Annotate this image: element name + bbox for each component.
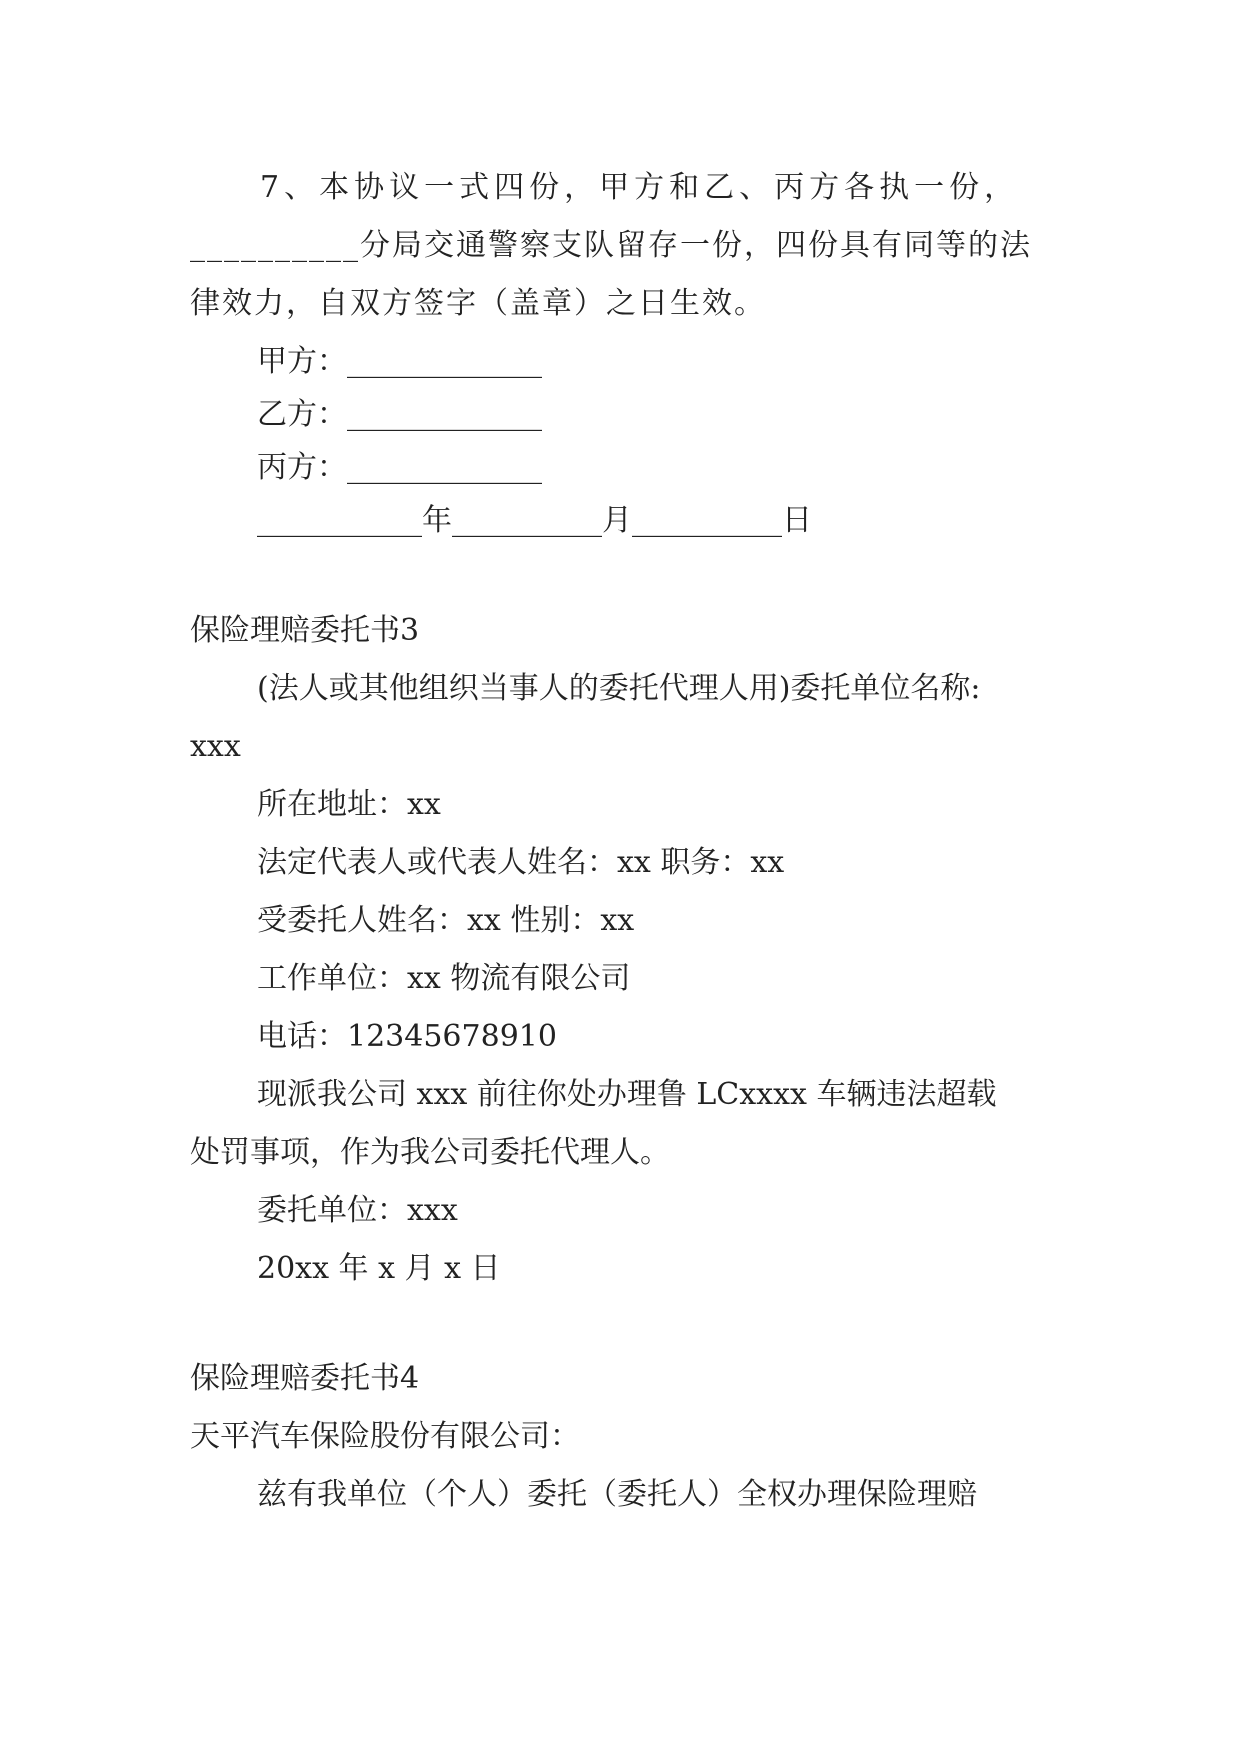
- party-b-signature-line: 乙方：_____________: [257, 397, 542, 432]
- doc4-title: 保险理赔委托书4: [190, 1361, 420, 1396]
- doc3-date: 20xx 年 x 月 x 日: [257, 1251, 501, 1286]
- doc3-title: 保险理赔委托书3: [190, 613, 420, 648]
- party-a-signature-line: 甲方：_____________: [257, 344, 542, 379]
- doc3-entrusting-unit: 委托单位：xxx: [257, 1193, 458, 1228]
- doc3-legal-rep: 法定代表人或代表人姓名：xx 职务：xx: [257, 845, 785, 880]
- doc3-workplace: 工作单位：xx 物流有限公司: [257, 961, 631, 996]
- clause7-line2: __________分局交通警察支队留存一份，四份具有同等的法: [190, 228, 1032, 263]
- clause7-line1: 7、本协议一式四份，甲方和乙、丙方各执一份，: [260, 170, 1020, 205]
- doc4-body-line1: 兹有我单位（个人）委托（委托人）全权办理保险理赔: [257, 1477, 977, 1512]
- doc3-intro-line2: xxx: [190, 729, 241, 764]
- doc3-intro-line1: (法人或其他组织当事人的委托代理人用)委托单位名称:: [257, 671, 981, 706]
- doc3-body-line1: 现派我公司 xxx 前往你处办理鲁 LCxxxx 车辆违法超载: [257, 1077, 997, 1112]
- date-line: ___________年__________月__________日: [257, 503, 812, 538]
- party-c-signature-line: 丙方：_____________: [257, 450, 542, 485]
- doc3-agent: 受委托人姓名：xx 性别：xx: [257, 903, 635, 938]
- clause7-line3: 律效力，自双方签字（盖章）之日生效。: [190, 286, 766, 321]
- doc3-phone: 电话：12345678910: [257, 1019, 557, 1054]
- doc3-address: 所在地址：xx: [257, 787, 441, 822]
- doc4-addressee: 天平汽车保险股份有限公司：: [190, 1419, 580, 1454]
- doc3-body-line2: 处罚事项，作为我公司委托代理人。: [190, 1135, 670, 1170]
